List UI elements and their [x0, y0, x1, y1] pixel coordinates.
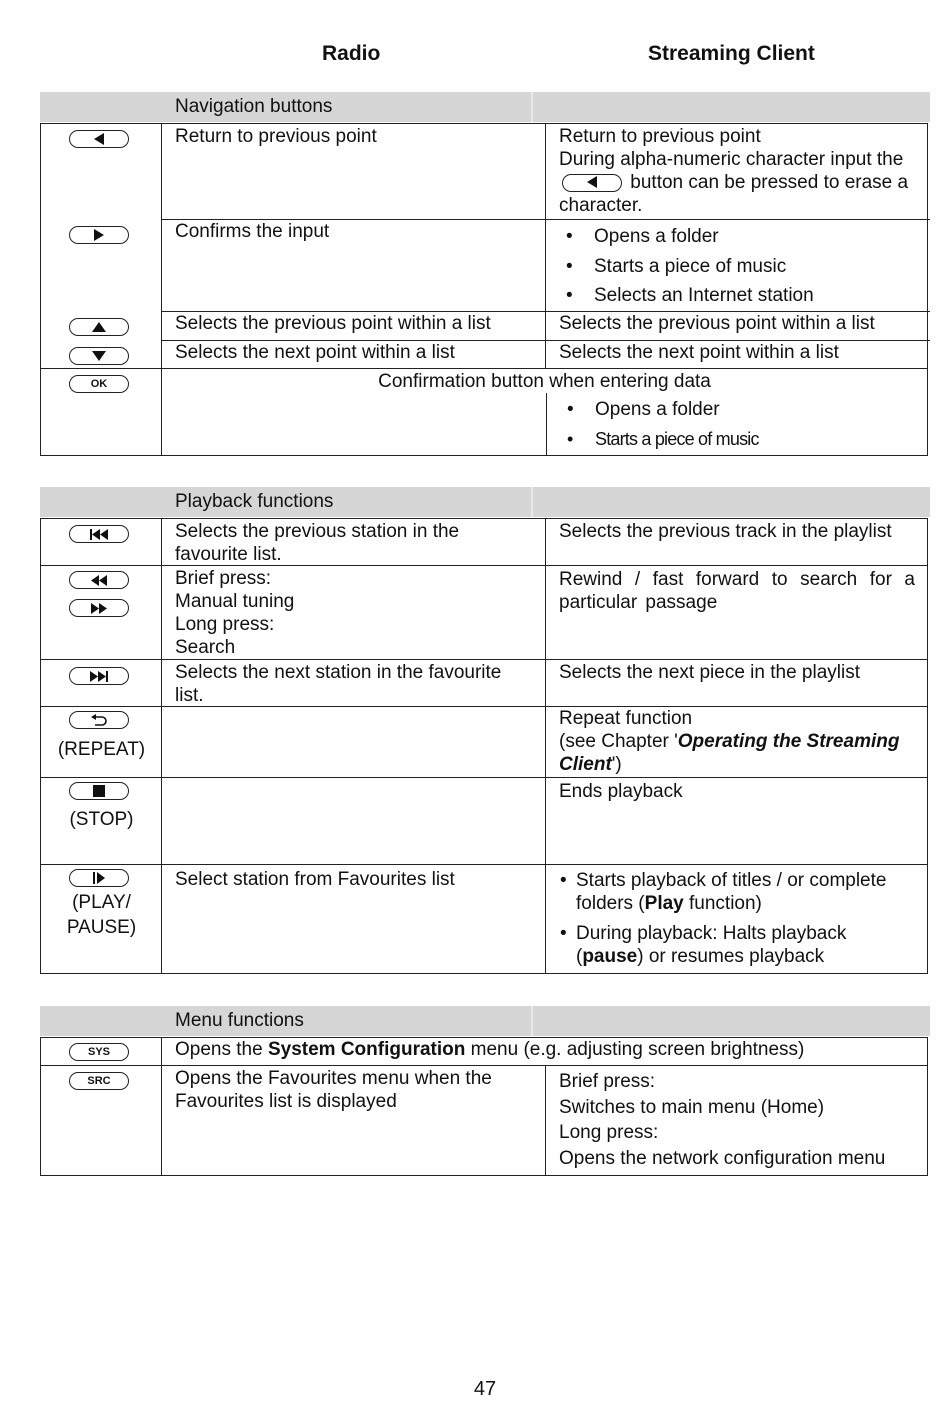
stop-button-icon [69, 782, 129, 800]
section-header [40, 487, 930, 517]
play-pause-label-2: PAUSE) [66, 917, 137, 938]
left-client-text [559, 125, 915, 217]
list-item: • Opens a folder [567, 395, 917, 425]
fast-forward-button-icon [69, 599, 129, 617]
ok-both-text: Confirmation button when entering data [378, 371, 711, 392]
play-pause-label-1: (PLAY/ [72, 892, 131, 913]
ok-client-list [567, 395, 917, 454]
repeat-client-line2 [559, 730, 915, 776]
repeat-row [40, 706, 928, 778]
rw-radio-line: Search [175, 637, 236, 658]
up-client-text: Selects the previous point within a list [559, 313, 875, 334]
repeat-button-icon [69, 711, 129, 729]
header-divider [531, 487, 533, 517]
repeat-client-close: ') [611, 754, 622, 775]
rw-client-text: Rewind / fast forward to search for a particular passage [559, 569, 915, 613]
right-client-list [566, 222, 917, 311]
left-client-line2 [559, 148, 915, 217]
left-client-line2a: During alpha-numeric character input the [559, 149, 904, 170]
radio-column-header: Radio [322, 42, 381, 65]
rw-radio-text [175, 567, 533, 659]
next-client-text: Selects the next piece in the playlist [559, 662, 861, 683]
src-row [40, 1065, 928, 1176]
stop-label: (STOP) [69, 809, 134, 830]
left-arrow-button-icon [69, 130, 129, 148]
prev-radio-text: Selects the previous station in the favourite list. [175, 521, 460, 565]
down-client-text: Selects the next point within a list [559, 342, 839, 363]
prev-client-text: Selects the previous track in the playlist [559, 521, 892, 542]
repeat-client-line1: Repeat function [559, 708, 693, 729]
rewind-forward-row [40, 565, 928, 660]
next-radio-text: Selects the next station in the favourite list. [175, 662, 502, 706]
repeat-client-text [559, 707, 915, 776]
rw-radio-line: Long press: [175, 614, 275, 635]
left-arrow-inline-icon [562, 174, 622, 192]
src-client-line: Brief press: [559, 1071, 656, 1092]
nav-arrows-block [40, 123, 928, 369]
rw-radio-line: Manual tuning [175, 591, 295, 612]
src-client-line: Opens the network configuration menu [559, 1147, 886, 1169]
rw-radio-line: Brief press: [175, 568, 272, 589]
stop-row [40, 777, 928, 865]
section-header [40, 1006, 930, 1036]
sys-button-icon: SYS [69, 1043, 129, 1061]
streaming-client-column-header: Streaming Client [648, 42, 815, 65]
stop-client-text: Ends playback [559, 781, 683, 802]
client-column [546, 124, 927, 368]
pp-radio-text: Select station from Favourites list [175, 869, 455, 890]
list-item: • Selects an Internet station [566, 281, 917, 311]
section-title: Playback functions [175, 491, 334, 512]
up-radio-text: Selects the previous point within a list [175, 313, 491, 334]
repeat-client-chapter: (see Chapter ' [559, 731, 678, 752]
section-header [40, 92, 930, 122]
src-button-icon: SRC [69, 1072, 129, 1090]
section-title: Navigation buttons [175, 96, 333, 117]
page-number: 47 [473, 1378, 497, 1400]
src-client-line: Switches to main menu (Home) [559, 1096, 825, 1118]
list-item: • Starts a piece of music [567, 425, 917, 455]
button-column [41, 369, 162, 455]
previous-track-row [40, 518, 928, 566]
src-radio-text: Opens the Favourites menu when the Favourites list is displayed [175, 1068, 492, 1112]
button-column [41, 124, 162, 368]
next-track-row [40, 659, 928, 707]
src-client-text [559, 1069, 915, 1171]
repeat-label: (REPEAT) [57, 739, 146, 760]
play-pause-row [40, 864, 928, 974]
down-radio-text: Selects the next point within a list [175, 342, 455, 363]
right-radio-text: Confirms the input [175, 221, 330, 242]
src-client-line: Long press: [559, 1122, 659, 1143]
up-arrow-button-icon [69, 318, 129, 336]
ok-row [40, 368, 928, 456]
header-divider [531, 1006, 533, 1036]
skip-forward-button-icon [69, 667, 129, 685]
list-item: • Starts a piece of music [566, 252, 917, 282]
list-item: • During playback: Halts playback (pause) or resumes playback [560, 922, 917, 968]
play-pause-button-icon [69, 869, 129, 887]
rewind-button-icon [69, 571, 129, 589]
section-title: Menu functions [175, 1010, 304, 1031]
header-divider [531, 92, 533, 122]
radio-column [162, 124, 546, 368]
ok-description [162, 369, 927, 455]
right-arrow-button-icon [69, 226, 129, 244]
repeat-chapter-title: Operating the Streaming Client [559, 731, 900, 775]
pp-client-list [560, 869, 917, 975]
ok-button-icon: OK [69, 375, 129, 393]
sys-row [40, 1037, 928, 1066]
down-arrow-button-icon [69, 347, 129, 365]
left-client-line1: Return to previous point [559, 126, 761, 147]
skip-back-button-icon [69, 525, 129, 543]
left-radio-text: Return to previous point [175, 126, 377, 147]
sys-description: Opens the System Configuration menu (e.g. adjusting screen brightness) [175, 1039, 805, 1060]
list-item: • Opens a folder [566, 222, 917, 252]
list-item: • Starts playback of titles / or complete folders (Play function) [560, 869, 917, 915]
left-client-line2b: button can be pressed to erase a character. [559, 172, 909, 216]
